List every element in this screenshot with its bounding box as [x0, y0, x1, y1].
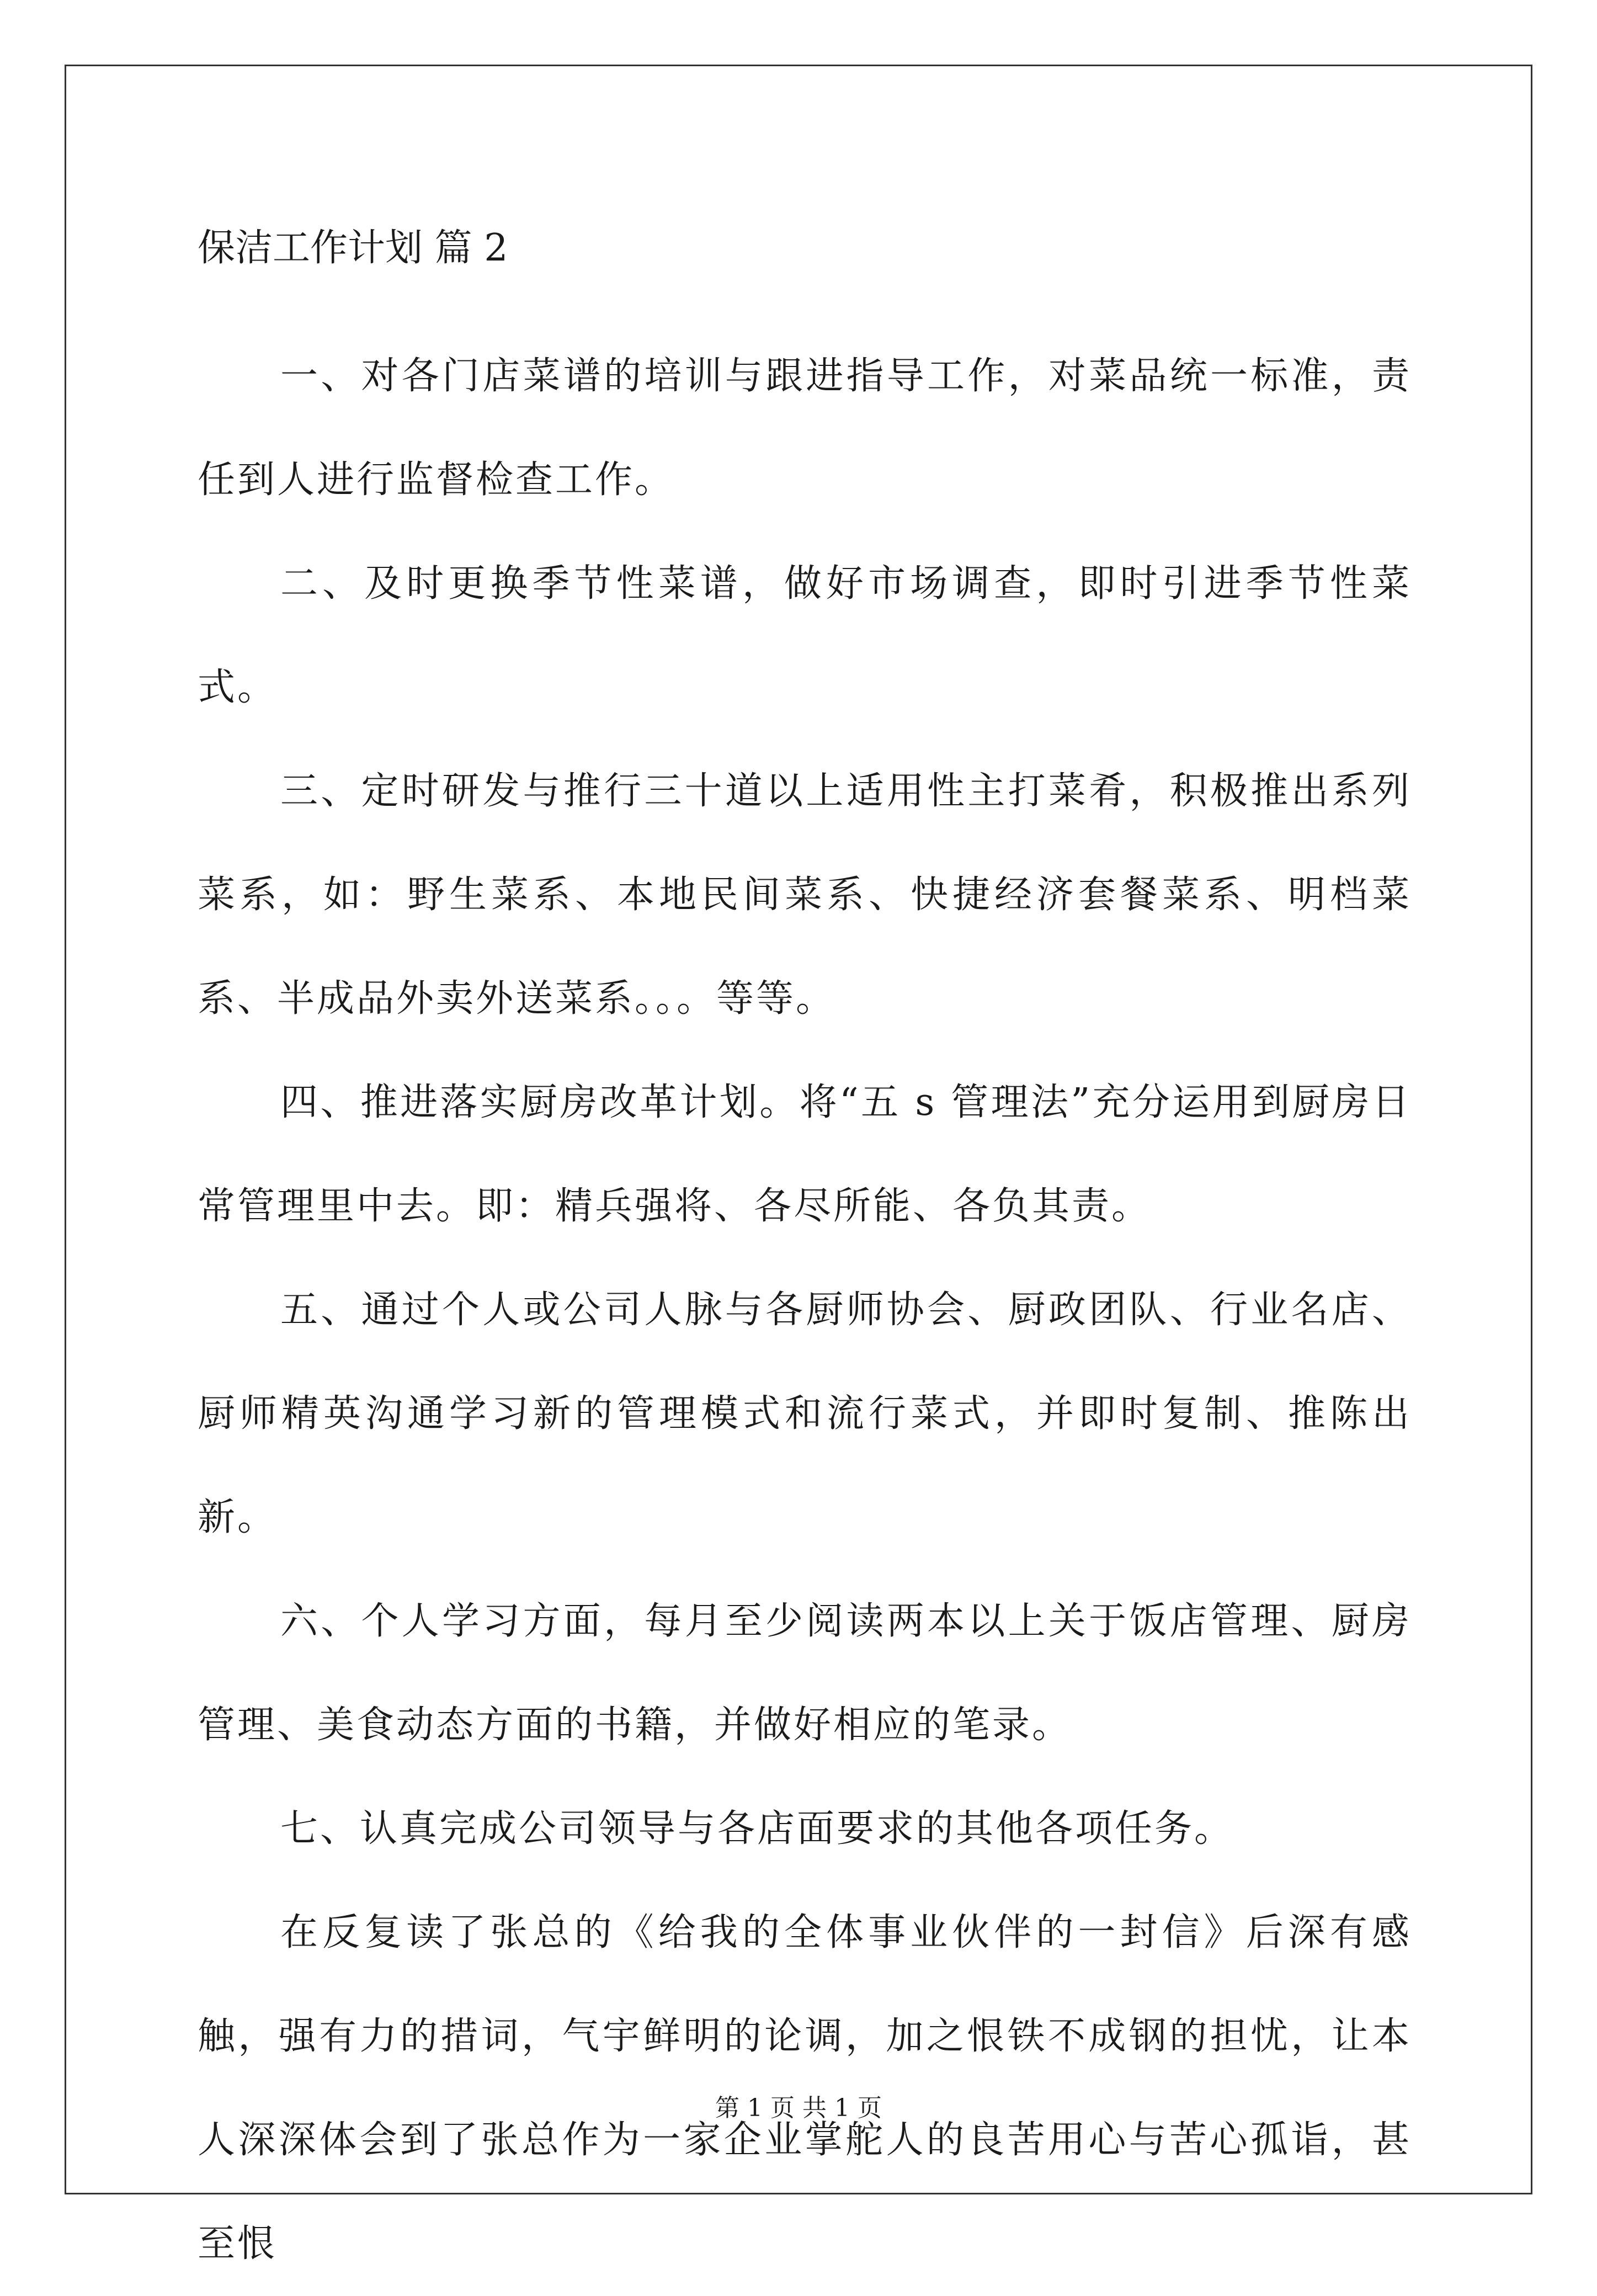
paragraph-8: 在反复读了张总的《给我的全体事业伙伴的一封信》后深有感触，强有力的措词，气宇鲜明的论调，加之恨铁不成钢的担忧，让本人深深体会到了张总作为一家企业掌舵人的良苦用心与苦心孤诣，甚至恨: [198, 1911, 1412, 2266]
paragraph-6: 六、个人学习方面，每月至少阅读两本以上关于饭店管理、厨房管理、美食动态方面的书籍，并做好相应的笔录。: [198, 1599, 1412, 1747]
paragraph-3: 三、定时研发与推行三十道以上适用性主打菜肴，积极推出系列菜系，如：野生菜系、本地民间菜系、快捷经济套餐菜系、明档菜系、半成品外卖外送菜系。。。等等。: [198, 769, 1412, 1021]
paragraph-5: 五、通过个人或公司人脉与各厨师协会、厨政团队、行业名店、厨师精英沟通学习新的管理模式和流行菜式，并即时复制、推陈出新。: [198, 1288, 1412, 1539]
paragraph-7: 七、认真完成公司领导与各店面要求的其他各项任务。: [280, 1807, 1234, 1851]
paragraph-2: 二、及时更换季节性菜谱，做好市场调查，即时引进季节性菜式。: [198, 562, 1412, 709]
document-title: 保洁工作计划 篇 2: [198, 226, 508, 270]
paragraph-4: 四、推进落实厨房改革计划。将“五 s 管理法”充分运用到厨房日常管理里中去。即：精兵强将、各尽所能、各负其责。: [198, 1081, 1412, 1228]
document-body: [198, 221, 1412, 2296]
paragraph-1: 一、对各门店菜谱的培训与跟进指导工作，对菜品统一标准，责任到人进行监督检查工作。: [198, 354, 1412, 502]
page-footer: 第 1 页 共 1 页: [715, 2094, 882, 2122]
